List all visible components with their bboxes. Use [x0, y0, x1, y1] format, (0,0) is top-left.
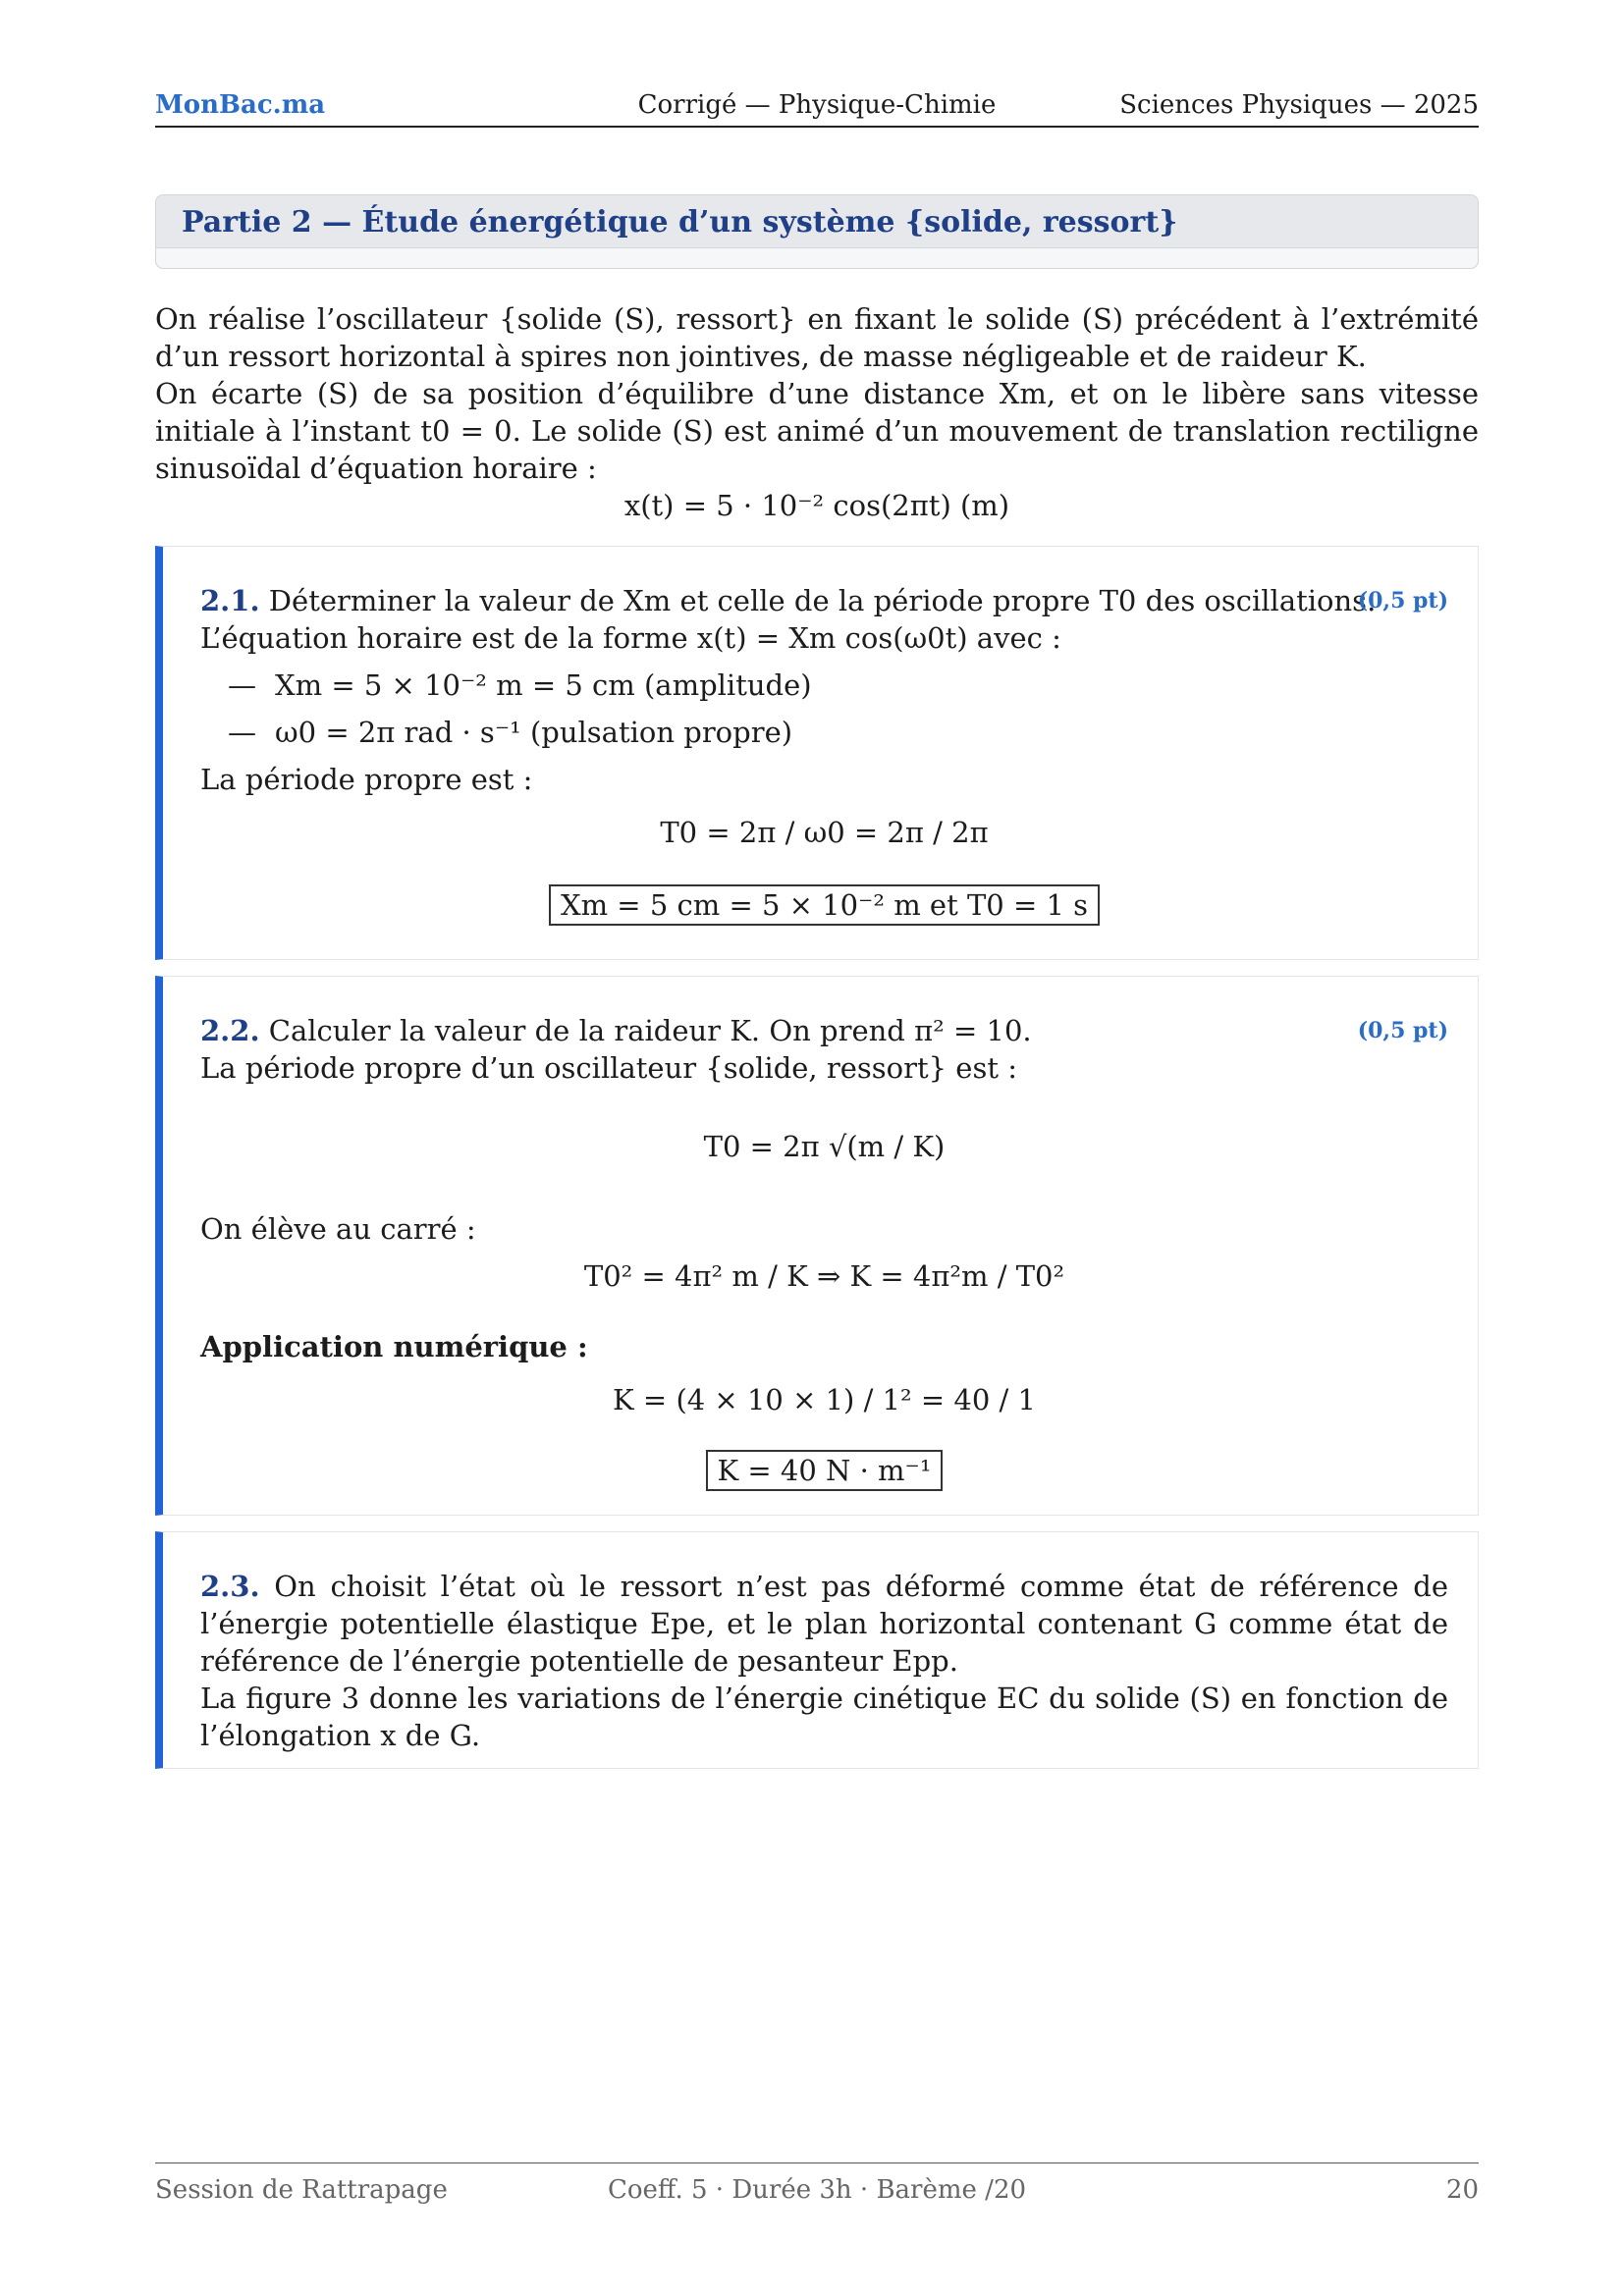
dash-bullet: — [228, 668, 256, 702]
answer-line: La période propre d’un oscillateur {solide, ressort} est : [200, 1051, 1017, 1085]
page-footer [155, 2163, 1479, 2207]
part-title: Partie 2 — Étude énergétique d’un système {solide, ressort} [182, 205, 1178, 240]
result-line [200, 1450, 1448, 1491]
intro-section [155, 300, 1479, 524]
question-number: 2.2. [200, 1014, 260, 1047]
numeric-formula: K = (4 × 10 × 1) / 1² = 40 / 1 [613, 1383, 1036, 1416]
question-text: Calculer la valeur de la raideur K. On prend π² = 10. [268, 1014, 1032, 1047]
period-formula: T0 = 2π / ω0 = 2π / 2π [660, 816, 989, 849]
squared-formula: T0² = 4π² m / K ⇒ K = 4π²m / T0² [583, 1259, 1065, 1293]
intro-paragraph-1: On réalise l’oscillateur {solide (S), ressort} en fixant le solide (S) précédent à l’extrémité d’un ressort horizontal à spires non jointives, de masse négligeable et de raideur K. [155, 302, 1479, 373]
question-number: 2.3. [200, 1570, 260, 1603]
points-badge: (0,5 pt) [1357, 1018, 1448, 1043]
part-title-box [155, 194, 1479, 269]
part-title-box-footer [156, 247, 1478, 268]
dash-bullet: — [228, 716, 256, 749]
question-number: 2.1. [200, 584, 260, 617]
points-badge: (0,5 pt) [1357, 588, 1448, 614]
question-box-2-3 [155, 1531, 1479, 1769]
bullet-text: Xm = 5 × 10⁻² m = 5 cm (amplitude) [275, 668, 812, 702]
question-text: Déterminer la valeur de Xm et celle de la période propre T0 des oscillations. [268, 584, 1377, 617]
footer-session: Session de Rattrapage [155, 2175, 448, 2205]
question-box-2-2 [155, 976, 1479, 1516]
page-number: 20 [1445, 2175, 1479, 2205]
answer-line: On élève au carré : [200, 1212, 476, 1246]
question-box-2-1 [155, 546, 1479, 960]
question-line [200, 1012, 1448, 1049]
question-text: On choisit l’état où le ressort n’est pas déformé comme état de référence de l’énergie potentielle élastique Epe, et le plan horizontal contenant G comme état de référence de l’énergie potentielle de pesanteur Epp. [200, 1570, 1448, 1678]
application-label: Application numérique : [200, 1330, 588, 1363]
result-line [200, 884, 1448, 926]
motion-equation: x(t) = 5 · 10⁻² cos(2πt) (m) [623, 489, 1010, 522]
header-title: Corrigé — Physique-Chimie [637, 90, 997, 120]
question-text-block [200, 1568, 1448, 1680]
brand-logo-text[interactable]: MonBac.ma [155, 90, 326, 120]
header-subject-year: Sciences Physiques — 2025 [1119, 90, 1479, 120]
period-formula: T0 = 2π √(m / K) [703, 1130, 946, 1163]
answer-line: La période propre est : [200, 763, 533, 796]
boxed-result: K = 40 N · m⁻¹ [706, 1450, 944, 1491]
bullet-text: ω0 = 2π rad · s⁻¹ (pulsation propre) [275, 716, 793, 749]
intro-paragraph-2: On écarte (S) de sa position d’équilibre d’une distance Xm, et on le libère sans vitesse initiale à l’instant t0 = 0. Le solide (S) est animé d’un mouvement de translation rectiligne sinusoïdal d’équation horaire : [155, 377, 1479, 485]
footer-info: Coeff. 5 · Durée 3h · Barème /20 [607, 2175, 1027, 2205]
page-header [155, 86, 1479, 128]
answer-line: La figure 3 donne les variations de l’énergie cinétique EC du solide (S) en fonction de l’élongation x de G. [200, 1682, 1448, 1752]
answer-line: L’équation horaire est de la forme x(t) = Xm cos(ω0t) avec : [200, 621, 1061, 655]
boxed-result: Xm = 5 cm = 5 × 10⁻² m et T0 = 1 s [549, 884, 1100, 926]
question-line [200, 582, 1448, 619]
